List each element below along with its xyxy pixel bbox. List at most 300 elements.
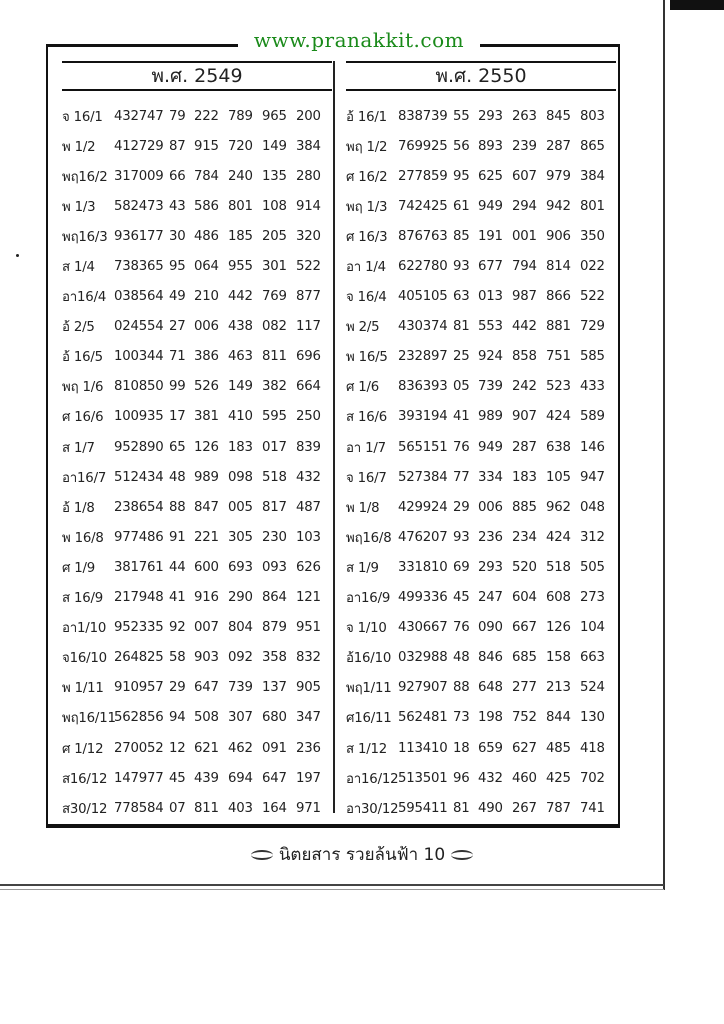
date-cell: อา16/12 xyxy=(346,771,399,787)
number-cell: 92 xyxy=(169,620,186,636)
number-cell: 158 xyxy=(546,650,571,666)
number-cell: 965 xyxy=(262,108,287,124)
number-cell: 12 xyxy=(169,740,186,756)
table-row xyxy=(346,733,616,763)
number-cell: 430374 xyxy=(398,319,448,335)
number-cell: 73 xyxy=(453,710,470,726)
number-cell: 61 xyxy=(453,198,470,214)
number-cell: 95 xyxy=(453,168,470,184)
number-cell: 48 xyxy=(169,469,186,485)
number-cell: 66 xyxy=(169,168,186,184)
number-cell: 562856 xyxy=(114,710,164,726)
table-row xyxy=(346,462,616,492)
rows-right xyxy=(346,101,616,823)
table-row xyxy=(62,402,332,432)
date-cell: ส30/12 xyxy=(62,801,108,817)
number-cell: 604 xyxy=(512,590,537,606)
number-cell: 522 xyxy=(580,289,605,305)
number-cell: 789 xyxy=(228,108,253,124)
number-cell: 287 xyxy=(546,138,571,154)
date-cell: ส 1/12 xyxy=(346,741,388,757)
number-cell: 85 xyxy=(453,228,470,244)
date-cell: ส 1/4 xyxy=(62,260,95,276)
number-cell: 527384 xyxy=(398,469,448,485)
table-row xyxy=(346,522,616,552)
number-cell: 25 xyxy=(453,349,470,365)
number-cell: 648 xyxy=(478,680,503,696)
number-cell: 490 xyxy=(478,800,503,816)
top-edge-bar xyxy=(670,0,724,10)
number-cell: 45 xyxy=(169,770,186,786)
number-cell: 845 xyxy=(546,108,571,124)
table-row xyxy=(346,552,616,582)
number-cell: 305 xyxy=(228,529,253,545)
number-cell: 595 xyxy=(262,409,287,425)
number-cell: 81 xyxy=(453,319,470,335)
number-cell: 198 xyxy=(478,710,503,726)
number-cell: 239 xyxy=(512,138,537,154)
number-cell: 769 xyxy=(262,289,287,305)
number-cell: 100935 xyxy=(114,409,164,425)
date-cell: พฤ 1/3 xyxy=(346,199,388,215)
number-cell: 846 xyxy=(478,650,503,666)
number-cell: 242 xyxy=(512,379,537,395)
number-cell: 403 xyxy=(228,800,253,816)
number-cell: 81 xyxy=(453,800,470,816)
date-cell: จ16/10 xyxy=(62,651,107,667)
number-cell: 839 xyxy=(296,439,321,455)
number-cell: 191 xyxy=(478,228,503,244)
number-cell: 17 xyxy=(169,409,186,425)
table-row xyxy=(346,583,616,613)
table-row xyxy=(62,522,332,552)
number-cell: 55 xyxy=(453,108,470,124)
table-row xyxy=(346,673,616,703)
number-cell: 962 xyxy=(546,499,571,515)
number-cell: 936177 xyxy=(114,228,164,244)
number-cell: 585 xyxy=(580,349,605,365)
number-cell: 787 xyxy=(546,800,571,816)
number-cell: 865 xyxy=(580,138,605,154)
number-cell: 430667 xyxy=(398,620,448,636)
number-cell: 858 xyxy=(512,349,537,365)
table-row xyxy=(346,312,616,342)
number-cell: 334 xyxy=(478,469,503,485)
number-cell: 77 xyxy=(453,469,470,485)
number-cell: 804 xyxy=(228,620,253,636)
date-cell: ส 16/9 xyxy=(62,591,104,607)
number-cell: 916 xyxy=(194,590,219,606)
date-cell: ส 1/9 xyxy=(346,560,379,576)
number-cell: 58 xyxy=(169,650,186,666)
number-cell: 164 xyxy=(262,800,287,816)
number-cell: 007 xyxy=(194,620,219,636)
number-cell: 240 xyxy=(228,168,253,184)
number-cell: 87 xyxy=(169,138,186,154)
number-cell: 741 xyxy=(580,800,605,816)
number-cell: 784 xyxy=(194,168,219,184)
number-cell: 977486 xyxy=(114,529,164,545)
column-2549 xyxy=(62,61,332,823)
number-cell: 864 xyxy=(262,590,287,606)
date-cell: อ้ 1/8 xyxy=(62,500,95,516)
number-cell: 462 xyxy=(228,740,253,756)
table-row xyxy=(346,282,616,312)
number-cell: 442 xyxy=(512,319,537,335)
number-cell: 56 xyxy=(453,138,470,154)
number-cell: 979 xyxy=(546,168,571,184)
table-row xyxy=(62,372,332,402)
bottom-rule-thin xyxy=(0,889,664,890)
number-cell: 903 xyxy=(194,650,219,666)
date-cell: ศ16/11 xyxy=(346,711,392,727)
number-cell: 113410 xyxy=(398,740,448,756)
number-cell: 96 xyxy=(453,770,470,786)
number-cell: 149 xyxy=(228,379,253,395)
number-cell: 273 xyxy=(580,590,605,606)
number-cell: 927907 xyxy=(398,680,448,696)
number-cell: 518 xyxy=(262,469,287,485)
number-cell: 432747 xyxy=(114,108,164,124)
number-cell: 512434 xyxy=(114,469,164,485)
number-cell: 41 xyxy=(169,590,186,606)
date-cell: พ 1/8 xyxy=(346,500,380,516)
number-cell: 523 xyxy=(546,379,571,395)
footer-text: นิตยสาร รวยล้นฟ้า 10 xyxy=(278,845,446,865)
number-cell: 137 xyxy=(262,680,287,696)
table-row xyxy=(346,372,616,402)
number-cell: 95 xyxy=(169,259,186,275)
number-cell: 126 xyxy=(194,439,219,455)
date-cell: พ 1/2 xyxy=(62,139,96,155)
number-cell: 801 xyxy=(228,198,253,214)
number-cell: 236 xyxy=(478,529,503,545)
number-cell: 647 xyxy=(262,770,287,786)
date-cell: จ 1/10 xyxy=(346,621,387,637)
table-row xyxy=(62,221,332,251)
date-cell: อ้ 2/5 xyxy=(62,320,95,336)
number-cell: 307 xyxy=(228,710,253,726)
number-cell: 45 xyxy=(453,590,470,606)
number-cell: 104 xyxy=(580,620,605,636)
number-cell: 508 xyxy=(194,710,219,726)
number-cell: 952890 xyxy=(114,439,164,455)
number-cell: 685 xyxy=(512,650,537,666)
number-cell: 627 xyxy=(512,740,537,756)
number-cell: 801 xyxy=(580,198,605,214)
number-cell: 210 xyxy=(194,289,219,305)
number-cell: 778584 xyxy=(114,800,164,816)
number-cell: 013 xyxy=(478,289,503,305)
number-cell: 622780 xyxy=(398,259,448,275)
number-cell: 562481 xyxy=(398,710,448,726)
number-cell: 082 xyxy=(262,319,287,335)
date-cell: อา16/4 xyxy=(62,290,107,306)
table-row xyxy=(346,402,616,432)
number-cell: 347 xyxy=(296,710,321,726)
number-cell: 103 xyxy=(296,529,321,545)
date-cell: พฤ1/11 xyxy=(346,681,392,697)
number-cell: 381761 xyxy=(114,559,164,575)
number-cell: 126 xyxy=(546,620,571,636)
number-cell: 432 xyxy=(478,770,503,786)
number-cell: 742425 xyxy=(398,198,448,214)
table-row xyxy=(346,191,616,221)
date-cell: พ 16/8 xyxy=(62,530,104,546)
number-cell: 794 xyxy=(512,259,537,275)
date-cell: จ 16/7 xyxy=(346,470,387,486)
number-cell: 250 xyxy=(296,409,321,425)
number-cell: 29 xyxy=(169,680,186,696)
table-row xyxy=(62,251,332,281)
table-row xyxy=(62,733,332,763)
date-cell: ศ 1/9 xyxy=(62,560,96,576)
number-cell: 621 xyxy=(194,740,219,756)
number-cell: 696 xyxy=(296,349,321,365)
number-cell: 236 xyxy=(296,740,321,756)
number-cell: 885 xyxy=(512,499,537,515)
table-row xyxy=(346,793,616,823)
number-cell: 439 xyxy=(194,770,219,786)
number-cell: 836393 xyxy=(398,379,448,395)
number-cell: 94 xyxy=(169,710,186,726)
number-cell: 987 xyxy=(512,289,537,305)
date-cell: อ้ 16/1 xyxy=(346,109,387,125)
number-cell: 093 xyxy=(262,559,287,575)
number-cell: 405105 xyxy=(398,289,448,305)
number-cell: 524 xyxy=(580,680,605,696)
number-cell: 832 xyxy=(296,650,321,666)
number-cell: 317009 xyxy=(114,168,164,184)
page-edge-rule xyxy=(663,0,665,890)
number-cell: 595411 xyxy=(398,800,448,816)
number-cell: 105 xyxy=(546,469,571,485)
number-cell: 064 xyxy=(194,259,219,275)
table-row xyxy=(62,312,332,342)
number-cell: 247 xyxy=(478,590,503,606)
date-cell: พฤ16/11 xyxy=(62,711,116,727)
table-row xyxy=(62,763,332,793)
number-cell: 65 xyxy=(169,439,186,455)
number-cell: 418 xyxy=(580,740,605,756)
number-cell: 553 xyxy=(478,319,503,335)
number-cell: 424 xyxy=(546,529,571,545)
number-cell: 810850 xyxy=(114,379,164,395)
number-cell: 200 xyxy=(296,108,321,124)
number-cell: 384 xyxy=(580,168,605,184)
table-row xyxy=(346,763,616,793)
number-cell: 866 xyxy=(546,289,571,305)
table-row xyxy=(62,131,332,161)
date-cell: พ 2/5 xyxy=(346,320,380,336)
number-cell: 263 xyxy=(512,108,537,124)
date-cell: ส 16/6 xyxy=(346,410,388,426)
number-cell: 41 xyxy=(453,409,470,425)
number-cell: 838739 xyxy=(398,108,448,124)
number-cell: 320 xyxy=(296,228,321,244)
number-cell: 230 xyxy=(262,529,287,545)
number-cell: 513501 xyxy=(398,770,448,786)
number-cell: 44 xyxy=(169,559,186,575)
number-cell: 433 xyxy=(580,379,605,395)
speck-mark xyxy=(16,254,19,257)
number-cell: 393194 xyxy=(398,409,448,425)
date-cell: อา30/12 xyxy=(346,801,399,817)
number-cell: 877 xyxy=(296,289,321,305)
date-cell: ศ 1/12 xyxy=(62,741,104,757)
number-cell: 589 xyxy=(580,409,605,425)
table-row xyxy=(346,492,616,522)
number-cell: 425 xyxy=(546,770,571,786)
number-cell: 947 xyxy=(580,469,605,485)
number-cell: 121 xyxy=(296,590,321,606)
date-cell: ศ 16/3 xyxy=(346,229,388,245)
table-row xyxy=(62,613,332,643)
table-row xyxy=(346,221,616,251)
date-cell: ศ 16/6 xyxy=(62,410,104,426)
number-cell: 626 xyxy=(296,559,321,575)
number-cell: 907 xyxy=(512,409,537,425)
number-cell: 006 xyxy=(194,319,219,335)
number-cell: 350 xyxy=(580,228,605,244)
number-cell: 001 xyxy=(512,228,537,244)
table-row xyxy=(346,131,616,161)
number-cell: 811 xyxy=(194,800,219,816)
number-cell: 879 xyxy=(262,620,287,636)
number-cell: 130 xyxy=(580,710,605,726)
number-cell: 222 xyxy=(194,108,219,124)
number-cell: 358 xyxy=(262,650,287,666)
number-cell: 915 xyxy=(194,138,219,154)
number-cell: 017 xyxy=(262,439,287,455)
number-cell: 18 xyxy=(453,740,470,756)
table-row xyxy=(62,643,332,673)
date-cell: ศ 1/6 xyxy=(346,380,380,396)
number-cell: 293 xyxy=(478,108,503,124)
table-row xyxy=(62,583,332,613)
table-row xyxy=(346,161,616,191)
number-cell: 693 xyxy=(228,559,253,575)
date-cell: อา16/7 xyxy=(62,470,107,486)
rows-left xyxy=(62,101,332,823)
number-cell: 729 xyxy=(580,319,605,335)
number-cell: 006 xyxy=(478,499,503,515)
number-cell: 49 xyxy=(169,289,186,305)
date-cell: อา1/10 xyxy=(62,621,107,637)
number-cell: 238654 xyxy=(114,499,164,515)
number-cell: 951 xyxy=(296,620,321,636)
number-cell: 88 xyxy=(169,499,186,515)
year-heading-left: พ.ศ. 2549 xyxy=(62,61,332,91)
number-cell: 565151 xyxy=(398,439,448,455)
column-divider xyxy=(333,61,335,813)
number-cell: 312 xyxy=(580,529,605,545)
number-cell: 024554 xyxy=(114,319,164,335)
date-cell: ส 1/7 xyxy=(62,440,95,456)
number-cell: 664 xyxy=(296,379,321,395)
number-cell: 893 xyxy=(478,138,503,154)
number-cell: 769925 xyxy=(398,138,448,154)
number-cell: 608 xyxy=(546,590,571,606)
number-cell: 71 xyxy=(169,349,186,365)
number-cell: 607 xyxy=(512,168,537,184)
number-cell: 48 xyxy=(453,650,470,666)
number-cell: 659 xyxy=(478,740,503,756)
number-cell: 213 xyxy=(546,680,571,696)
year-heading-right: พ.ศ. 2550 xyxy=(346,61,616,91)
number-cell: 183 xyxy=(512,469,537,485)
date-cell: อา 1/7 xyxy=(346,440,386,456)
date-cell: ศ 16/2 xyxy=(346,169,388,185)
number-cell: 499336 xyxy=(398,590,448,606)
date-cell: อ้ 16/5 xyxy=(62,350,103,366)
number-cell: 432 xyxy=(296,469,321,485)
number-cell: 221 xyxy=(194,529,219,545)
table-row xyxy=(62,161,332,191)
number-cell: 582473 xyxy=(114,198,164,214)
number-cell: 914 xyxy=(296,198,321,214)
number-cell: 232897 xyxy=(398,349,448,365)
table-row xyxy=(346,251,616,281)
ornament-left-icon xyxy=(251,850,273,860)
number-cell: 277 xyxy=(512,680,537,696)
number-cell: 99 xyxy=(169,379,186,395)
table-row xyxy=(346,613,616,643)
number-cell: 803 xyxy=(580,108,605,124)
date-cell: พ 16/5 xyxy=(346,350,388,366)
table-row xyxy=(62,673,332,703)
number-cell: 91 xyxy=(169,529,186,545)
number-cell: 680 xyxy=(262,710,287,726)
number-cell: 183 xyxy=(228,439,253,455)
number-cell: 906 xyxy=(546,228,571,244)
number-cell: 905 xyxy=(296,680,321,696)
number-cell: 442 xyxy=(228,289,253,305)
table-row xyxy=(62,492,332,522)
table-row xyxy=(346,342,616,372)
date-cell: พฤ 1/2 xyxy=(346,139,388,155)
number-cell: 135 xyxy=(262,168,287,184)
number-cell: 79 xyxy=(169,108,186,124)
table-row xyxy=(62,101,332,131)
number-cell: 949 xyxy=(478,439,503,455)
footer xyxy=(0,841,724,868)
number-cell: 844 xyxy=(546,710,571,726)
table-row xyxy=(62,462,332,492)
number-cell: 476207 xyxy=(398,529,448,545)
table-row xyxy=(346,643,616,673)
number-cell: 381 xyxy=(194,409,219,425)
number-cell: 412729 xyxy=(114,138,164,154)
number-cell: 005 xyxy=(228,499,253,515)
number-cell: 424 xyxy=(546,409,571,425)
number-cell: 264825 xyxy=(114,650,164,666)
number-cell: 739 xyxy=(478,379,503,395)
date-cell: อา16/9 xyxy=(346,591,391,607)
date-cell: พฤ 1/6 xyxy=(62,380,104,396)
number-cell: 280 xyxy=(296,168,321,184)
number-cell: 93 xyxy=(453,529,470,545)
date-cell: พฤ16/2 xyxy=(62,169,108,185)
number-cell: 270052 xyxy=(114,740,164,756)
number-cell: 185 xyxy=(228,228,253,244)
date-cell: พ 1/11 xyxy=(62,681,104,697)
number-cell: 811 xyxy=(262,349,287,365)
number-cell: 092 xyxy=(228,650,253,666)
number-cell: 876763 xyxy=(398,228,448,244)
number-cell: 100344 xyxy=(114,349,164,365)
number-cell: 93 xyxy=(453,259,470,275)
